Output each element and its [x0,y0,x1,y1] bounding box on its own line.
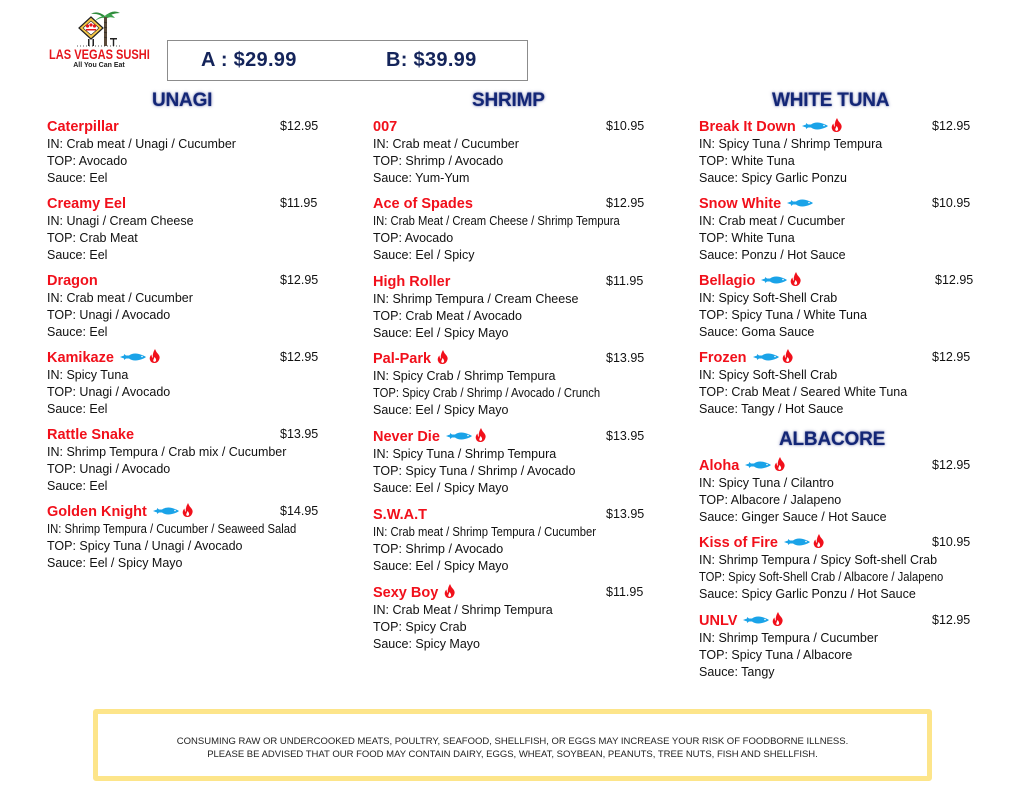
item-ingredients: IN: Crab meat / Shrimp Tempura / Cucumber [373,525,597,539]
fire-icon [182,503,193,521]
menu-item-snow-white [699,195,979,264]
item-name [373,507,427,523]
item-topping: TOP: Spicy Tuna / Albacore [699,648,853,662]
item-ingredients: IN: Spicy Crab / Shrimp Tempura [373,369,556,383]
item-sauce: Sauce: Spicy Garlic Ponzu [699,171,847,185]
item-topping: TOP: Spicy Crab / Shrimp / Avocado / Crunch [373,386,601,400]
menu-item-aloha [699,457,979,526]
menu-item-pal-park [373,350,653,419]
item-topping: TOP: Unagi / Avocado [47,308,171,322]
item-name [373,274,450,290]
item-price: $12.95 [280,350,319,364]
item-topping: TOP: Spicy Soft-Shell Crab / Albacore / Jalapeno [699,570,944,584]
fish-icon [120,350,146,366]
item-sauce: Sauce: Tangy [699,665,775,679]
item-header [47,195,327,213]
item-name-text: Snow White [699,196,782,212]
fish-icon [745,458,771,474]
item-price: $12.95 [932,613,971,627]
menu-item-high-roller [373,273,653,342]
fire-icon [782,349,793,367]
item-topping: TOP: Crab Meat / Seared White Tuna [699,385,908,399]
item-icons [745,457,785,475]
item-header [47,349,327,367]
item-price: $13.95 [280,427,319,441]
item-icons [787,196,813,212]
item-header [373,273,653,291]
item-sauce: Sauce: Eel / Spicy Mayo [373,481,509,495]
item-price: $12.95 [932,458,971,472]
fire-icon [813,534,824,552]
item-header [373,195,653,213]
fish-icon [787,196,813,212]
item-topping: TOP: Shrimp / Avocado [373,154,504,168]
item-icons [446,428,486,446]
item-name-text: Caterpillar [47,119,119,135]
item-topping: TOP: Spicy Tuna / Unagi / Avocado [47,539,243,553]
item-header [47,272,327,290]
item-sauce: Sauce: Spicy Garlic Ponzu / Hot Sauce [699,587,916,601]
item-sauce: Sauce: Eel / Spicy Mayo [373,559,509,573]
menu-item-creamy-eel [47,195,327,264]
item-sauce: Sauce: Eel [47,479,108,493]
item-sauce: Sauce: Eel [47,171,108,185]
item-topping: TOP: Spicy Tuna / White Tuna [699,308,867,322]
item-ingredients: IN: Spicy Tuna [47,368,129,382]
item-name [373,119,397,135]
section-title-white-tuna: WHITE TUNA [772,90,890,111]
item-name-text: Break It Down [699,119,796,135]
section-title-shrimp: SHRIMP [472,90,545,111]
item-price: $12.95 [935,273,974,287]
item-sauce: Sauce: Eel / Spicy Mayo [47,556,183,570]
item-sauce: Sauce: Ginger Sauce / Hot Sauce [699,510,887,524]
item-header [699,349,979,367]
item-name [373,350,448,368]
menu-item-frozen [699,349,979,418]
item-name-text: Kamikaze [47,350,114,366]
item-price: $14.95 [280,504,319,518]
item-name [699,272,801,290]
item-sauce: Sauce: Eel [47,325,108,339]
menu-item-never-die [373,428,653,497]
item-topping: TOP: Avocado [47,154,128,168]
item-icons [444,584,455,602]
item-ingredients: IN: Shrimp Tempura / Crab mix / Cucumber [47,445,287,459]
item-sauce: Sauce: Eel / Spicy [373,248,475,262]
item-name [699,349,793,367]
item-price: $13.95 [606,429,645,443]
item-ingredients: IN: Spicy Tuna / Shrimp Tempura [373,447,557,461]
item-ingredients: IN: Shrimp Tempura / Spicy Soft-shell Crab [699,553,938,567]
item-ingredients: IN: Crab meat / Cucumber [373,137,519,151]
fish-icon [743,613,769,629]
item-name [47,119,119,135]
item-topping: TOP: White Tuna [699,231,795,245]
item-price: $13.95 [606,351,645,365]
item-price: $12.95 [932,119,971,133]
item-icons [153,503,193,521]
item-topping: TOP: White Tuna [699,154,795,168]
notice-line-1: CONSUMING RAW OR UNDERCOOKED MEATS, POULTRY, SEAFOOD, SHELLFISH, OR EGGS MAY INCREASE YOUR RISK OF FOODBORNE ILLNESS. [176,736,849,747]
item-ingredients: IN: Crab Meat / Cream Cheese / Shrimp Tempura [373,214,620,228]
item-sauce: Sauce: Yum-Yum [373,171,470,185]
fire-icon [831,118,842,136]
item-price: $12.95 [280,273,319,287]
item-header [47,503,327,521]
item-price: $12.95 [606,196,645,210]
fish-icon [753,350,779,366]
item-icons [761,272,801,290]
item-name-text: Never Die [373,429,440,445]
fire-icon [475,428,486,446]
item-name-text: Golden Knight [47,504,147,520]
item-ingredients: IN: Shrimp Tempura / Cream Cheese [373,292,579,306]
notice-line-2: PLEASE BE ADVISED THAT OUR FOOD MAY CONTAIN DAIRY, EGGS, WHEAT, SOYBEAN, PEANUTS, TREE NUTS, FISH AND SHELLFISH. [207,749,818,760]
item-ingredients: IN: Unagi / Cream Cheese [47,214,194,228]
item-price: $11.95 [606,585,644,599]
item-name-text: High Roller [373,274,451,290]
item-price: $10.95 [932,535,971,549]
item-ingredients: IN: Spicy Tuna / Shrimp Tempura [699,137,883,151]
logo-name: LAS VEGAS SUSHI [48,47,150,62]
item-sauce: Sauce: Eel / Spicy Mayo [373,403,509,417]
item-price: $12.95 [932,350,971,364]
item-topping: TOP: Crab Meat / Avocado [373,309,522,323]
item-sauce: Sauce: Eel / Spicy Mayo [373,326,509,340]
item-ingredients: IN: Crab meat / Unagi / Cucumber [47,137,236,151]
item-name [47,503,193,521]
item-name [699,612,783,630]
item-header [373,118,653,136]
price-tier-a: A : $29.99 [201,49,297,71]
item-name-text: Creamy Eel [47,196,126,212]
item-icons [743,612,783,630]
item-ingredients: IN: Crab Meat / Shrimp Tempura [373,603,553,617]
item-ingredients: IN: Crab meat / Cucumber [699,214,845,228]
logo-tagline: All You Can Eat [73,62,125,69]
fish-icon [153,504,179,520]
item-name [47,349,160,367]
menu-item-break-it-down [699,118,979,187]
fish-icon [446,429,472,445]
item-icons [784,534,824,552]
fish-icon [784,535,810,551]
item-name-text: Frozen [699,350,747,366]
item-name-text: Rattle Snake [47,427,135,443]
menu-item-dragon [47,272,327,341]
item-ingredients: IN: Crab meat / Cucumber [47,291,193,305]
item-name [47,196,126,212]
item-header [699,534,979,552]
item-name [373,196,473,212]
item-ingredients: IN: Shrimp Tempura / Cucumber / Seaweed Salad [47,522,297,536]
item-header [47,118,327,136]
menu-item-rattle-snake [47,426,327,495]
fire-icon [790,272,801,290]
item-sauce: Sauce: Spicy Mayo [373,637,480,651]
item-header [699,195,979,213]
section-title-albacore: ALBACORE [779,429,886,450]
item-sauce: Sauce: Eel [47,402,108,416]
item-price: $13.95 [606,507,645,521]
item-price: $11.95 [280,196,318,210]
item-name-text: Dragon [47,273,98,289]
item-sauce: Sauce: Tangy / Hot Sauce [699,402,844,416]
item-ingredients: IN: Spicy Soft-Shell Crab [699,368,838,382]
item-name-text: Pal-Park [373,351,432,367]
item-sauce: Sauce: Goma Sauce [699,325,815,339]
item-name [699,118,842,136]
restaurant-logo [38,8,160,72]
item-header [699,612,979,630]
item-header [699,457,979,475]
item-header [373,428,653,446]
menu-item-kiss-of-fire [699,534,979,603]
item-price: $12.95 [280,119,319,133]
fire-icon [774,457,785,475]
section-title-unagi: UNAGI [152,90,213,111]
item-topping: TOP: Crab Meat [47,231,138,245]
item-header [373,506,653,524]
menu-item-golden-knight [47,503,327,572]
fire-icon [772,612,783,630]
item-header [47,426,327,444]
menu-item-s-w-a-t [373,506,653,575]
item-name [373,584,455,602]
fire-icon [444,584,455,602]
item-name [699,196,813,212]
menu-item-ace-of-spades [373,195,653,264]
item-topping: TOP: Unagi / Avocado [47,385,171,399]
vegas-sign-palm-icon [75,8,123,48]
menu-item-007 [373,118,653,187]
item-name-text: Sexy Boy [373,585,439,601]
item-topping: TOP: Spicy Crab [373,620,467,634]
item-sauce: Sauce: Ponzu / Hot Sauce [699,248,846,262]
item-ingredients: IN: Shrimp Tempura / Cucumber [699,631,878,645]
item-name-text: UNLV [699,613,738,629]
item-name [373,428,486,446]
item-name-text: Ace of Spades [373,196,473,212]
item-header [699,118,979,136]
menu-item-unlv [699,612,979,681]
item-name [699,457,785,475]
price-tier-box [167,40,528,81]
item-icons [437,350,448,368]
item-topping: TOP: Shrimp / Avocado [373,542,504,556]
item-name [47,427,134,443]
item-name [699,534,824,552]
item-price: $10.95 [606,119,645,133]
menu-item-sexy-boy [373,584,653,653]
item-topping: TOP: Unagi / Avocado [47,462,171,476]
item-icons [802,118,842,136]
item-icons [120,349,160,367]
fish-icon [802,119,828,135]
fire-icon [437,350,448,368]
menu-item-bellagio [699,272,979,341]
item-topping: TOP: Albacore / Jalapeno [699,493,842,507]
item-price: $10.95 [932,196,971,210]
item-name-text: S.W.A.T [373,507,427,523]
fish-icon [761,273,787,289]
item-topping: TOP: Avocado [373,231,454,245]
fire-icon [149,349,160,367]
price-tier-b: B: $39.99 [386,49,477,71]
item-header [373,584,653,602]
item-name-text: Aloha [699,458,740,474]
menu-item-caterpillar [47,118,327,187]
item-name-text: Bellagio [699,273,756,289]
item-sauce: Sauce: Eel [47,248,108,262]
item-ingredients: IN: Spicy Tuna / Cilantro [699,476,834,490]
item-ingredients: IN: Spicy Soft-Shell Crab [699,291,838,305]
item-topping: TOP: Spicy Tuna / Shrimp / Avocado [373,464,576,478]
item-header [373,350,653,368]
item-name-text: Kiss of Fire [699,535,778,551]
menu-item-kamikaze [47,349,327,418]
health-notice [93,709,932,781]
item-name [47,273,98,289]
item-price: $11.95 [606,274,644,288]
item-icons [753,349,793,367]
item-header [699,272,979,290]
item-name-text: 007 [373,119,398,135]
